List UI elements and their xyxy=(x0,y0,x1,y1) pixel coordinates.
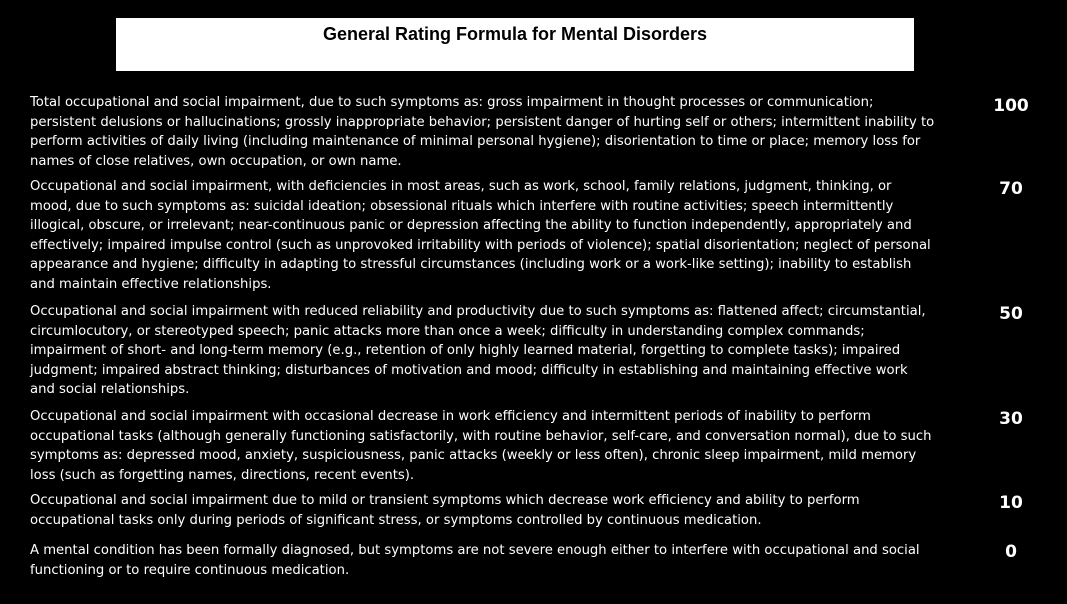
rating-description: Occupational and social impairment with reduced reliability and productivity due to such symptoms as: flattened affect; circumstantial, circumlocutory, or stereotyped speech; panic attacks more than once a week; difficulty in understanding complex commands; impairment of short- and long-term memory (e.g., retention of only highly learned material, forgetting to complete tasks); impaired judgment; impaired abstract thinking; disturbances of motivation and mood; difficulty in establishing and maintaining effective work and social relationships. xyxy=(30,304,926,397)
rating-value: 0 xyxy=(1005,542,1017,562)
rating-value: 30 xyxy=(999,409,1023,429)
rating-value: 70 xyxy=(999,179,1023,199)
title-box xyxy=(116,18,914,71)
rating-description: Total occupational and social impairment, due to such symptoms as: gross impairment in thought processes or communication; persistent delusions or hallucinations; grossly inappropriate behavior; persistent danger of hurting self or others; intermittent inability to perform activities of daily living (including maintenance of minimal personal hygiene); disorientation to time or place; memory loss for names of close relatives, own occupation, or own name. xyxy=(30,95,935,169)
rating-description: Occupational and social impairment, with deficiencies in most areas, such as work, school, family relations, judgment, thinking, or mood, due to such symptoms as: suicidal ideation; obsessional rituals which interfere with routine activities; speech intermittently illogical, obscure, or irrelevant; near-continuous panic or depression affecting the ability to function independently, appropriately and effectively; impaired impulse control (such as unprovoked irritability with periods of violence); spatial disorientation; neglect of personal appearance and hygiene; difficulty in adapting to stressful circumstances (including work or a work-like setting); inability to establish and maintain effective relationships. xyxy=(30,179,931,292)
rating-value: 50 xyxy=(999,304,1023,324)
page-title: General Rating Formula for Mental Disorders xyxy=(322,24,708,44)
rating-description: Occupational and social impairment due to mild or transient symptoms which decrease work efficiency and ability to perform occupational tasks only during periods of significant stress, or symptoms controlled by continuous medication. xyxy=(30,493,860,528)
rating-description: A mental condition has been formally diagnosed, but symptoms are not severe enough either to interfere with occupational and social functioning or to require continuous medication. xyxy=(30,543,920,578)
rating-description: Occupational and social impairment with occasional decrease in work efficiency and intermittent periods of inability to perform occupational tasks (although generally functioning satisfactorily, with routine behavior, self-care, and conversation normal), due to such symptoms as: depressed mood, anxiety, suspiciousness, panic attacks (weekly or less often), chronic sleep impairment, mild memory loss (such as forgetting names, directions, recent events). xyxy=(30,409,932,483)
rating-value: 10 xyxy=(999,493,1023,513)
rating-value: 100 xyxy=(993,96,1029,116)
